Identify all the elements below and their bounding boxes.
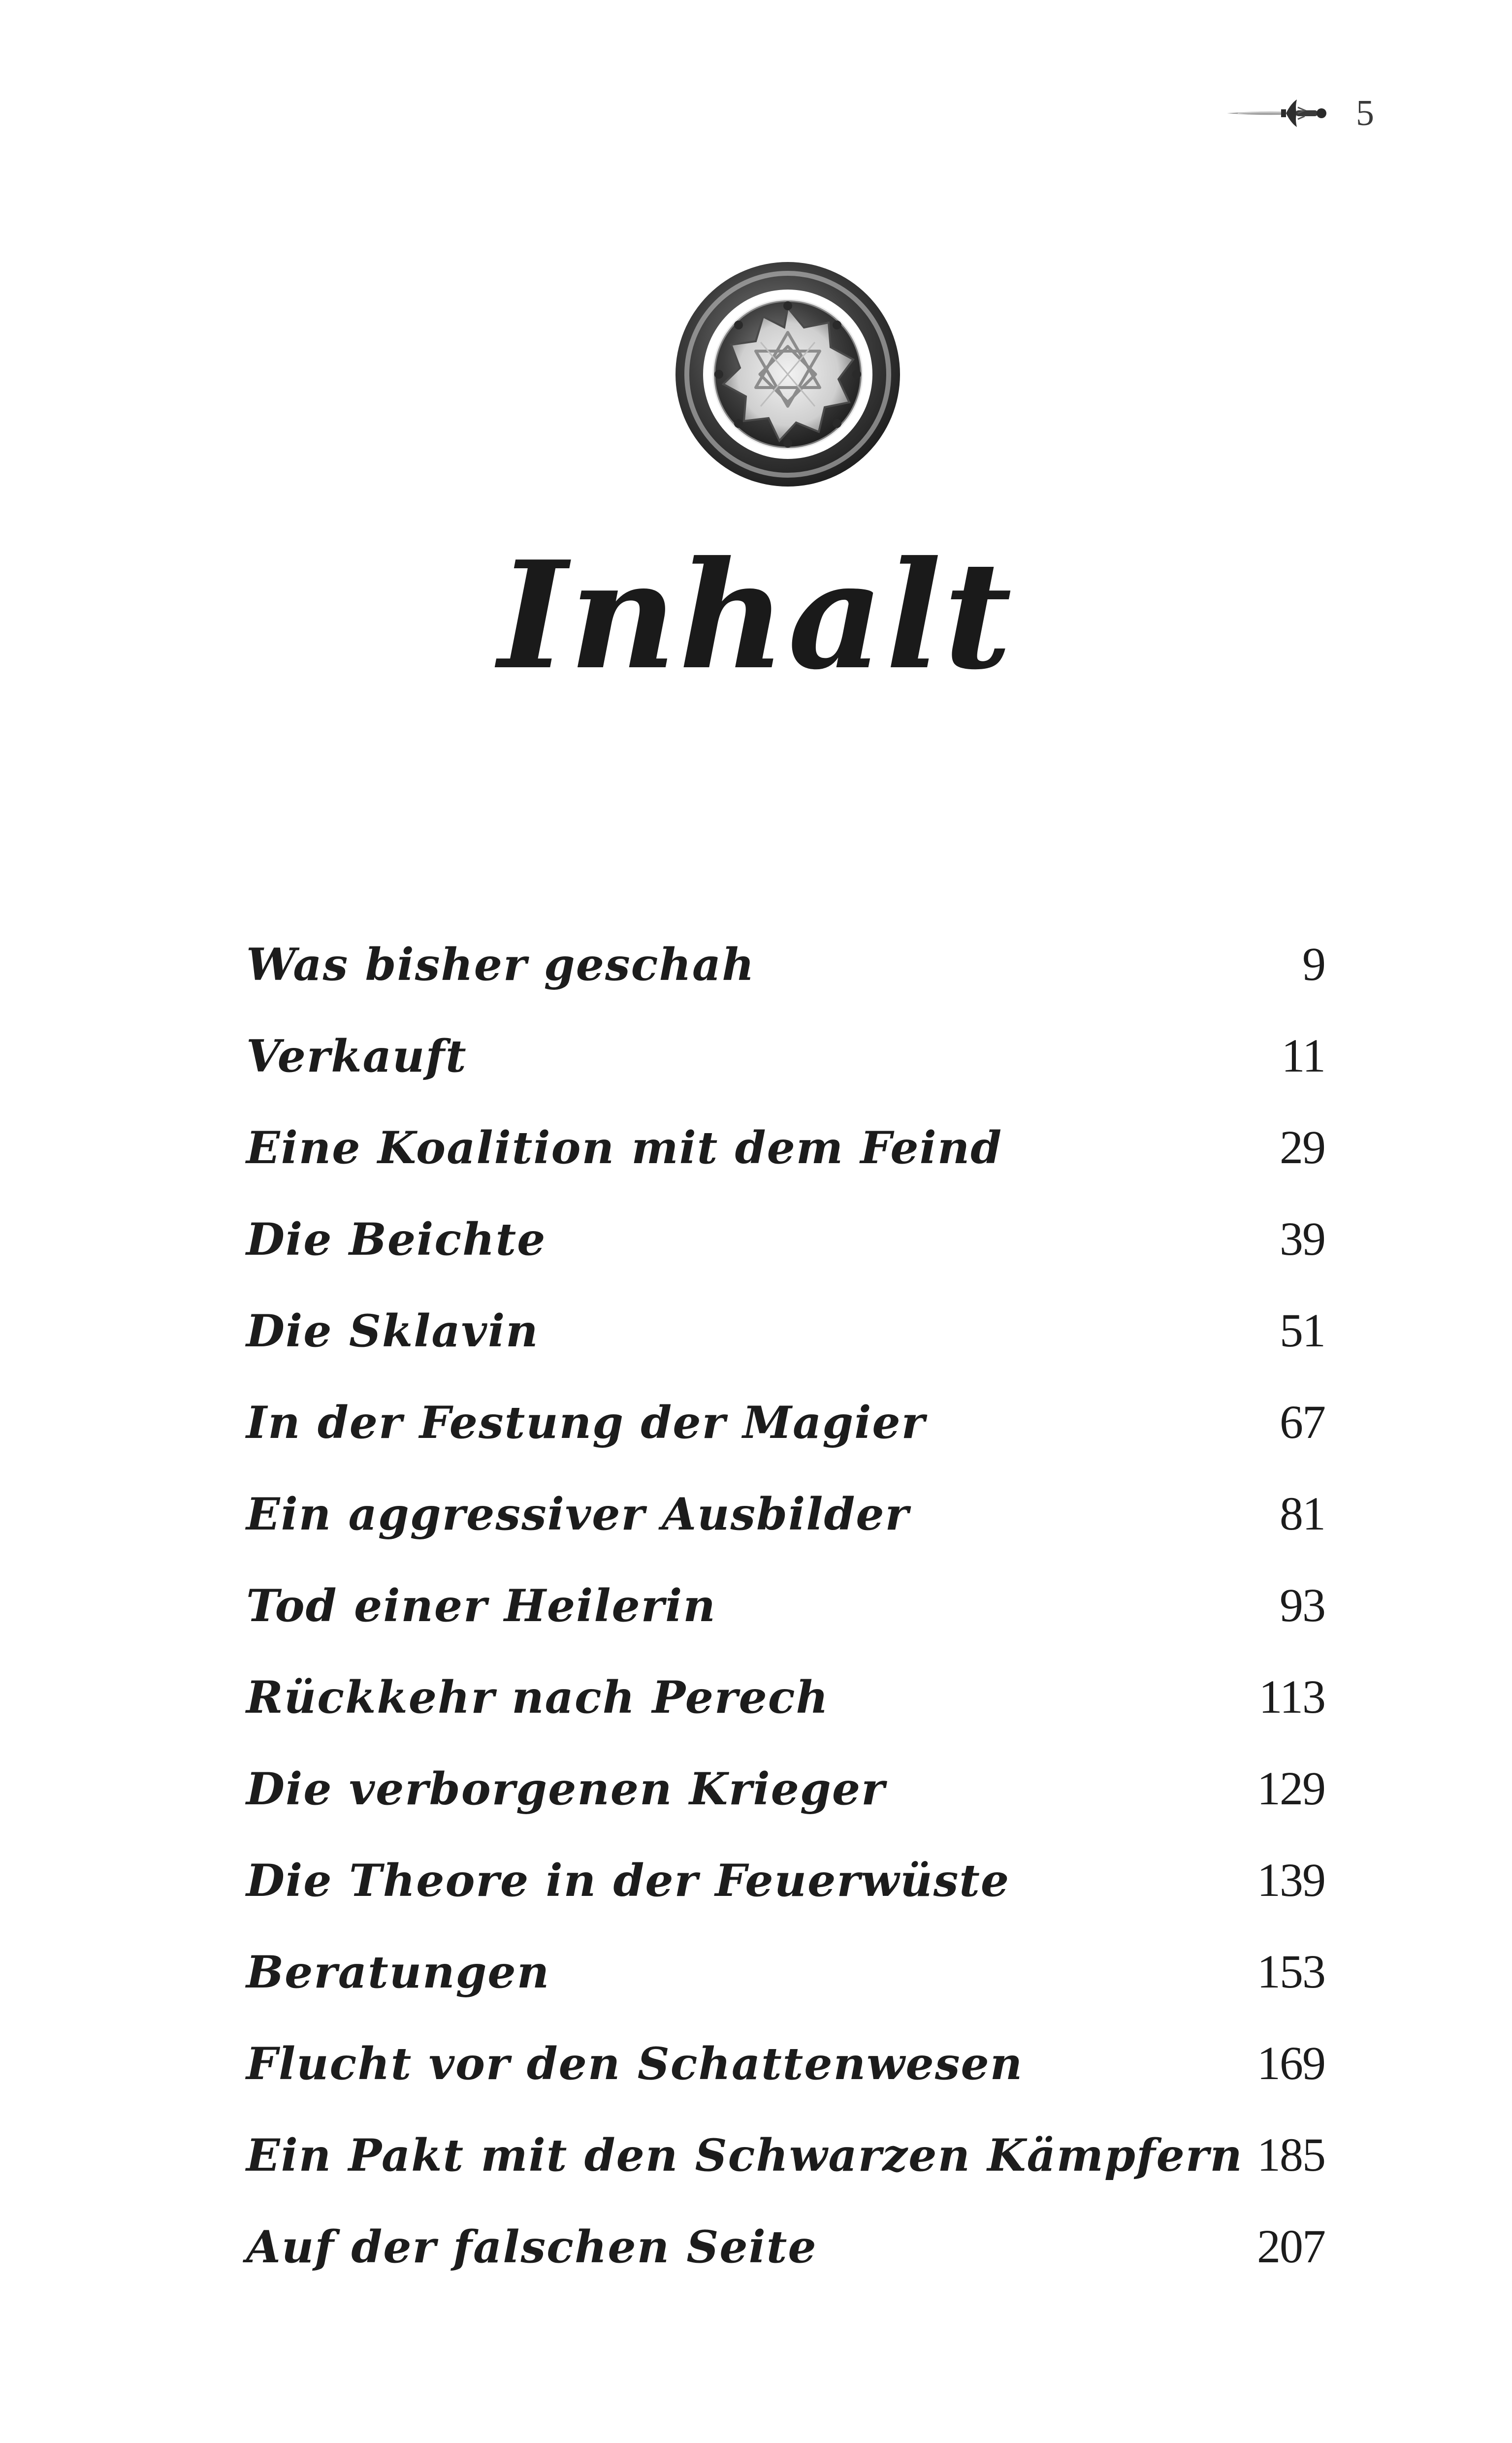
toc-entry	[246, 1396, 1325, 1490]
toc-entry	[246, 1579, 1325, 1673]
toc-entry-page: 29	[1280, 1121, 1325, 1173]
toc-entry-title: Verkauft	[246, 1030, 467, 1082]
table-of-contents	[246, 938, 1325, 2314]
toc-entry-title: Auf der falschen Seite	[246, 2221, 817, 2273]
toc-entry	[246, 1304, 1325, 1399]
toc-entry-title: Die verborgenen Krieger	[246, 1763, 886, 1815]
toc-entry-title: Eine Koalition mit dem Feind	[246, 1122, 1003, 1174]
toc-entry-title: Ein aggressiver Ausbilder	[246, 1488, 910, 1540]
toc-entry	[246, 1212, 1325, 1307]
page-header	[1223, 84, 1374, 143]
toc-entry-title: Rückkehr nach Perech	[246, 1671, 829, 1724]
toc-entry	[246, 938, 1325, 1032]
toc-entry	[246, 1762, 1325, 1857]
toc-entry-title: Beratungen	[246, 1946, 550, 1998]
toc-entry-page: 9	[1302, 938, 1325, 990]
toc-entry-title: Flucht vor den Schattenwesen	[246, 2038, 1024, 2090]
toc-entry-page: 81	[1280, 1487, 1325, 1540]
toc-entry-title: Die Theore in der Feuerwüste	[246, 1855, 1010, 1907]
page-number: 5	[1356, 93, 1374, 133]
toc-entry	[246, 1121, 1325, 1215]
toc-entry-title: In der Festung der Magier	[246, 1397, 926, 1449]
toc-entry-page: 207	[1257, 2220, 1325, 2273]
page-title: Inhalt	[498, 528, 1014, 702]
toc-entry-page: 39	[1280, 1212, 1325, 1265]
toc-entry-page: 185	[1257, 2128, 1325, 2181]
dagger-ornament-icon	[1223, 89, 1336, 138]
toc-entry-page: 113	[1258, 1670, 1325, 1723]
toc-entry-title: Tod einer Heilerin	[246, 1580, 716, 1632]
toc-entry	[246, 1029, 1325, 1124]
toc-entry-title: Die Sklavin	[246, 1305, 539, 1357]
toc-entry-page: 51	[1280, 1304, 1325, 1357]
toc-entry-page: 139	[1257, 1854, 1325, 1906]
toc-entry	[246, 2037, 1325, 2131]
toc-entry	[246, 2220, 1325, 2314]
toc-entry	[246, 1854, 1325, 1948]
toc-entry	[246, 1945, 1325, 2040]
toc-entry-page: 153	[1257, 1945, 1325, 1998]
toc-entry-title: Was bisher geschah	[246, 939, 755, 991]
toc-entry	[246, 1487, 1325, 1582]
toc-entry	[246, 2128, 1325, 2223]
toc-entry	[246, 1670, 1325, 1765]
toc-entry-page: 67	[1280, 1396, 1325, 1448]
toc-entry-page: 169	[1257, 2037, 1325, 2089]
toc-entry-title: Die Beichte	[246, 1213, 547, 1266]
toc-entry-page: 93	[1280, 1579, 1325, 1631]
rune-circle-emblem-icon	[672, 259, 903, 490]
toc-entry-title: Ein Pakt mit den Schwarzen Kämpfern	[246, 2129, 1243, 2182]
toc-entry-page: 11	[1281, 1029, 1325, 1082]
toc-entry-page: 129	[1257, 1762, 1325, 1815]
